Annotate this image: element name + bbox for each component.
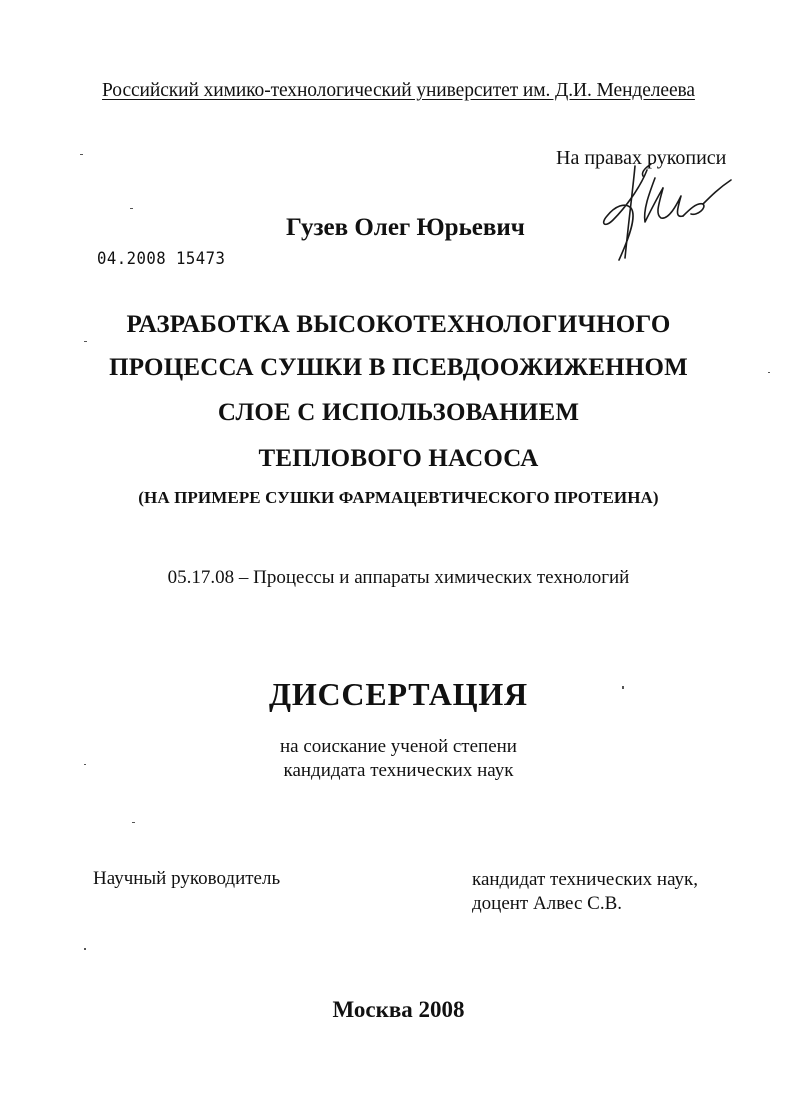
scan-speck (84, 764, 86, 765)
scan-speck (84, 948, 86, 950)
scan-speck (768, 372, 770, 373)
specialty-code: 05.17.08 – Процессы и аппараты химических технологий (167, 567, 630, 588)
catalog-number: 04.2008 15473 (97, 249, 226, 269)
title-line-1: РАЗРАБОТКА ВЫСОКОТЕХНОЛОГИЧНОГО (126, 311, 671, 338)
scan-speck (80, 154, 83, 155)
rights-note: На правах рукописи (556, 147, 727, 169)
scan-speck (132, 822, 135, 823)
signature-image (585, 158, 745, 268)
scan-speck (130, 208, 133, 209)
title-subtitle: (НА ПРИМЕРЕ СУШКИ ФАРМАЦЕВТИЧЕСКОГО ПРОТЕИНА) (138, 488, 659, 507)
supervisor-name: доцент Алвес С.В. (472, 893, 622, 914)
degree-line-1: на соискание ученой степени (280, 736, 517, 757)
author-name: Гузев Олег Юрьевич (286, 214, 525, 241)
title-line-3: СЛОЕ С ИСПОЛЬЗОВАНИЕМ (217, 399, 580, 426)
scan-speck (84, 341, 87, 342)
university-name: Российский химико-технологический университет им. Д.И. Менделеева (102, 80, 695, 101)
degree-line-2: кандидата технических наук (283, 760, 514, 781)
supervisor-label: Научный руководитель (93, 868, 281, 889)
document-type: ДИССЕРТАЦИЯ (269, 676, 528, 712)
supervisor-details (472, 868, 698, 916)
supervisor-title: кандидат технических наук, (472, 869, 699, 890)
place-year: Москва 2008 (332, 997, 465, 1022)
title-line-4: ТЕПЛОВОГО НАСОСА (258, 445, 539, 472)
title-line-2: ПРОЦЕССА СУШКИ В ПСЕВДООЖИЖЕННОМ (109, 354, 688, 381)
scan-speck (622, 686, 624, 689)
